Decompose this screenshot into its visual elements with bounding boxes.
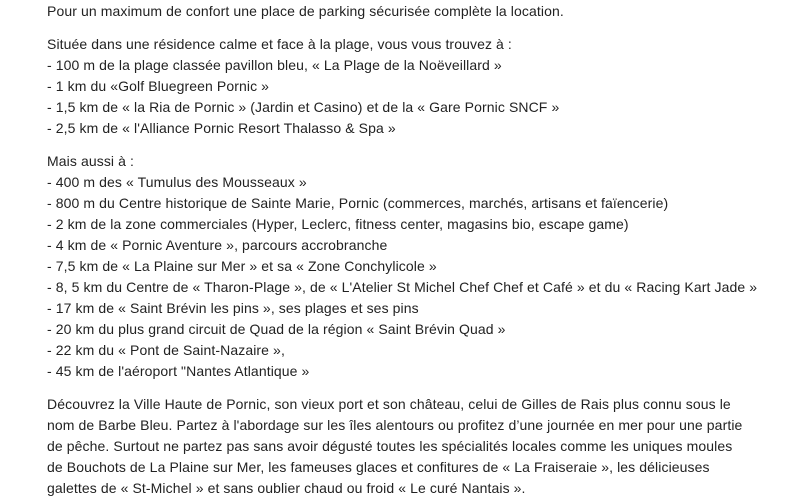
text-line: Mais aussi à : — [47, 153, 134, 169]
text-line: - 1,5 km de « la Ria de Pornic » (Jardin et Casino) et de la « Gare Pornic SNCF » — [47, 99, 560, 115]
text-line: - 1 km du «Golf Bluegreen Pornic » — [47, 78, 270, 94]
text-line: Située dans une résidence calme et face à la plage, vous vous trouvez à : — [47, 36, 512, 52]
paragraph — [47, 151, 759, 382]
text-line: - 7,5 km de « La Plaine sur Mer » et sa « Zone Conchylicole » — [47, 258, 437, 274]
text-line: Découvrez la Ville Haute de Pornic, son vieux port et son château, celui de Gilles de Rais plus connu sous le — [47, 396, 731, 412]
text-line: - 2,5 km de « l'Alliance Pornic Resort Thalasso & Spa » — [47, 120, 396, 136]
text-line: de Bouchots de La Plaine sur Mer, les fameuses glaces et confitures de « La Fraiseraie », les délicieuses — [47, 459, 710, 475]
paragraph — [47, 394, 759, 499]
text-line: - 8, 5 km du Centre de « Tharon-Plage », de « L'Atelier St Michel Chef Chef et Café » et du « Racing Kart Jade » — [47, 279, 758, 295]
paragraph — [47, 34, 759, 139]
text-line: - 22 km du « Pont de Saint-Nazaire », — [47, 342, 285, 358]
text-line: - 20 km du plus grand circuit de Quad de la région « Saint Brévin Quad » — [47, 321, 506, 337]
paragraph — [47, 1, 759, 22]
text-line: nom de Barbe Bleu. Partez à l'abordage sur les îles alentours ou profitez d’une journée en mer pour une partie — [47, 417, 743, 433]
text-line: - 17 km de « Saint Brévin les pins », ses plages et ses pins — [47, 300, 419, 316]
text-line: galettes de « St-Michel » et sans oublier chaud ou froid « Le curé Nantais ». — [47, 480, 526, 496]
text-line: - 800 m du Centre historique de Sainte Marie, Pornic (commerces, marchés, artisans et faïencerie) — [47, 195, 669, 211]
text-line: - 2 km de la zone commerciales (Hyper, Leclerc, fitness center, magasins bio, escape game) — [47, 216, 629, 232]
text-line: de pêche. Surtout ne partez pas sans avoir dégusté toutes les spécialités locales comme les uniques moules — [47, 438, 733, 454]
text-line: - 100 m de la plage classée pavillon bleu, « La Plage de la Noëveillard » — [47, 57, 502, 73]
text-line: - 400 m des « Tumulus des Mousseaux » — [47, 174, 307, 190]
text-line: - 45 km de l'aéroport "Nantes Atlantique » — [47, 363, 310, 379]
listing-description — [47, 1, 759, 499]
text-line: - 4 km de « Pornic Aventure », parcours accrobranche — [47, 237, 388, 253]
text-line: Pour un maximum de confort une place de parking sécurisée complète la location. — [47, 3, 564, 19]
